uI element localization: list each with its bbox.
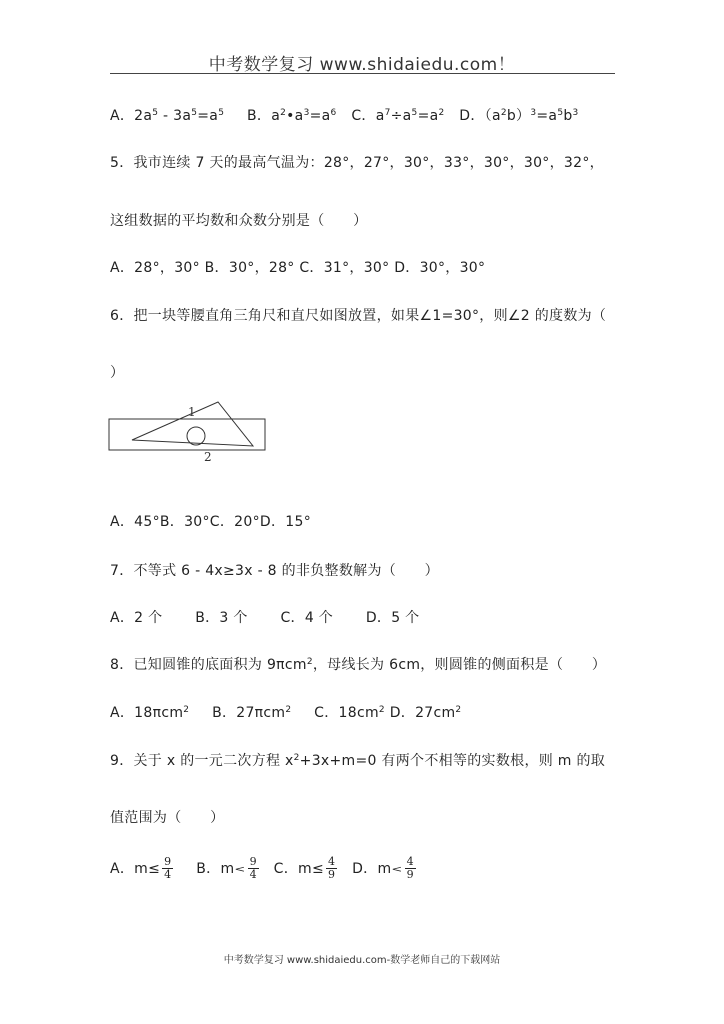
- triangle-hole-circle: [187, 427, 205, 445]
- q4-option-c: C．$a^7\div a^5=a^2$: [351, 108, 445, 124]
- q7-option-a: A．2 个: [110, 610, 163, 626]
- angle-1-label: 1: [188, 405, 196, 419]
- q5-stem-line2: 这组数据的平均数和众数分别是（ ）: [110, 213, 368, 229]
- q7-options: [110, 607, 419, 627]
- q5-stem-line1: 5．我市连续 7 天的最高气温为：28°，27°，30°，33°，30°，30°，32°，: [110, 155, 604, 171]
- q7-option-d: D．5 个: [365, 610, 420, 626]
- q5-options: A．28°，30° B．30°，28° C．31°，30° D．30°，30°: [110, 260, 486, 276]
- q9-option-d: D．m< $\frac{4}{9}$: [352, 855, 414, 881]
- q8-option-a: A．18πcm$^2$: [110, 705, 190, 721]
- q9-option-a: A．m≤ $\frac{9}{4}$: [110, 855, 172, 881]
- q7-option-c: C．4 个: [280, 610, 334, 626]
- q8-option-c: C．$18cm^2$: [314, 705, 385, 721]
- q4-option-b: B．$a^2•a^3=a^6$: [247, 108, 337, 124]
- q8-option-d: D．$27cm^2$: [389, 705, 462, 721]
- q8-stem: 8．已知圆锥的底面积为 9πcm$^2$，母线长为 6cm，则圆锥的侧面积是（ ）: [110, 657, 607, 673]
- page-header-title: 中考数学复习 www.shidaiedu.com！: [208, 55, 516, 75]
- q7-option-b: B．3 个: [195, 610, 248, 626]
- page-footer: 中考数学复习 www.shidaiedu.com-数学老师自己的下载网站: [223, 955, 501, 966]
- q6-stem-line1: 6．把一块等腰直角三角尺和直尺如图放置，如果∠1=30°，则∠2 的度数为（: [110, 308, 607, 324]
- q6-stem-line2: ）: [110, 365, 125, 381]
- q4-option-d: D．$(a^2b)^3=a^5b^3$: [459, 108, 579, 124]
- header-divider: [110, 73, 615, 74]
- q9-stem-line2: 值范围为（ ）: [110, 810, 225, 826]
- q7-stem: 7．不等式 6 - 4x≥3x - 8 的非负整数解为（ ）: [110, 563, 439, 579]
- q9-stem-line1: 9．关于 x 的一元二次方程 $x^2+3x+m=0$ 有两个不相等的实数根，则 m 的取: [110, 753, 606, 769]
- q9-option-c: C．m≤ $\frac{4}{9}$: [273, 855, 336, 881]
- q4-option-a: A．$2a^5 - 3a^5=a^5$: [110, 108, 225, 124]
- q9-option-b: B．m< $\frac{9}{4}$: [196, 855, 257, 881]
- q4-options: [110, 105, 579, 125]
- q8-options: [110, 702, 461, 722]
- q8-option-b: B．27πcm$^2$: [212, 705, 292, 721]
- q6-figure: [108, 398, 268, 464]
- angle-2-label: 2: [204, 450, 212, 464]
- q6-options: A．45°B．30°C．20°D．15°: [110, 514, 311, 530]
- q9-options: [110, 856, 416, 881]
